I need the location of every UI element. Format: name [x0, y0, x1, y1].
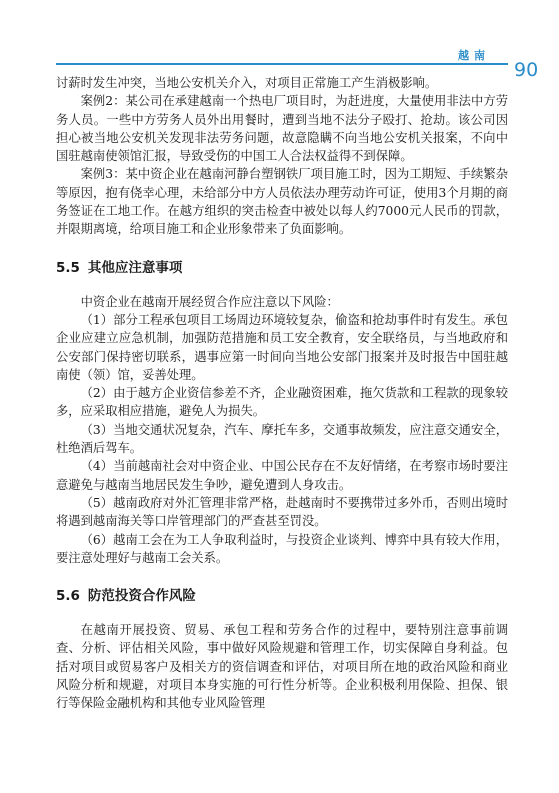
section-number: 5.6 — [56, 588, 80, 605]
paragraph-continuation: 讨薪时发生冲突，当地公安机关介入，对项目正常施工产生消极影响。 — [56, 76, 438, 90]
risk-item-5: （5）越南政府对外汇管理非常严格，赴越南时不要携带过多外币，否则出境时将遇到越南海关等口岸管理部门的严查甚至罚没。 — [56, 495, 508, 529]
risk-item-4: （4）当前越南社会对中资企业、中国公民存在不友好情绪，在考察市场时要注意避免与越南当地居民发生争吵，避免遭到人身攻击。 — [56, 459, 508, 492]
section-heading-5-5 — [56, 259, 508, 277]
page-number: 90 — [514, 59, 539, 81]
risk-item-6: （6）越南工会在为工人争取利益时，与投资企业谈判、博弈中具有较大作用，要注意处理好与越南工会关系。 — [56, 532, 508, 565]
risk-item-3: （3）当地交通状况复杂，汽车、摩托车多，交通事故频发，应注意交通安全，杜绝酒后驾车。 — [56, 422, 508, 456]
paragraph-case-2: 案例2：某公司在承建越南一个热电厂项目时，为赶进度，大量使用非法中方劳务人员。一些中方劳务人员外出用餐时，遭到当地不法分子殴打、抢劫。该公司因担心被当地公安机关发现非法劳务问题，故意隐瞒不向当地公安机关报案，不向中国驻越南使领馆汇报，导致受伤的中国工人合法权益得不到保障。 — [56, 94, 508, 164]
section-number: 5.5 — [56, 259, 80, 276]
paragraph-risk-prevention: 在越南开展投资、贸易、承包工程和劳务合作的过程中，要特别注意事前调查、分析、评估相关风险，事中做好风险规避和管理工作，切实保障自身利益。包括对项目或贸易客户及相关方的资信调查和评估，对项目所在地的政治风险和商业风险分析和规避，对项目本身实施的可行性分析等。企业积极利用保险、担保、银行等保险金融机构和其他专业风险管理 — [56, 623, 508, 711]
section-heading-5-6 — [56, 587, 508, 605]
paragraph-case-3: 案例3：某中资企业在越南河静台塑钢铁厂项目施工时，因为工期短、手续繁杂等原因，抱有侥幸心理，未给部分中方人员依法办理劳动许可证，使用3个月期的商务签证在工地工作。在越方组织的突击检查中被处以每人约7000元人民币的罚款，并限期离境，给项目施工和企业形象带来了负面影响。 — [56, 167, 508, 237]
risk-item-1: （1）部分工程承包项目工场周边环境较复杂，偷盗和抢劫事件时有发生。承包企业应建立应急机制，加强防范措施和员工安全教育，安全联络员，与当地政府和公安部门保持密切联系，遇事应第一时间向当地公安部门报案并及时报告中国驻越南使（领）馆，妥善处理。 — [56, 312, 508, 382]
section-intro: 中资企业在越南开展经贸合作应注意以下风险： — [80, 294, 339, 309]
page-body — [56, 74, 508, 713]
section-title: 其他应注意事项 — [87, 259, 183, 276]
risk-item-2: （2）由于越方企业资信参差不齐，企业融资困难，拖欠货款和工程款的现象较多，应采取相应措施，避免人为损失。 — [56, 386, 508, 419]
section-title: 防范投资合作风险 — [87, 588, 196, 605]
header-rule — [56, 63, 508, 65]
header-country: 越南 — [458, 49, 490, 62]
